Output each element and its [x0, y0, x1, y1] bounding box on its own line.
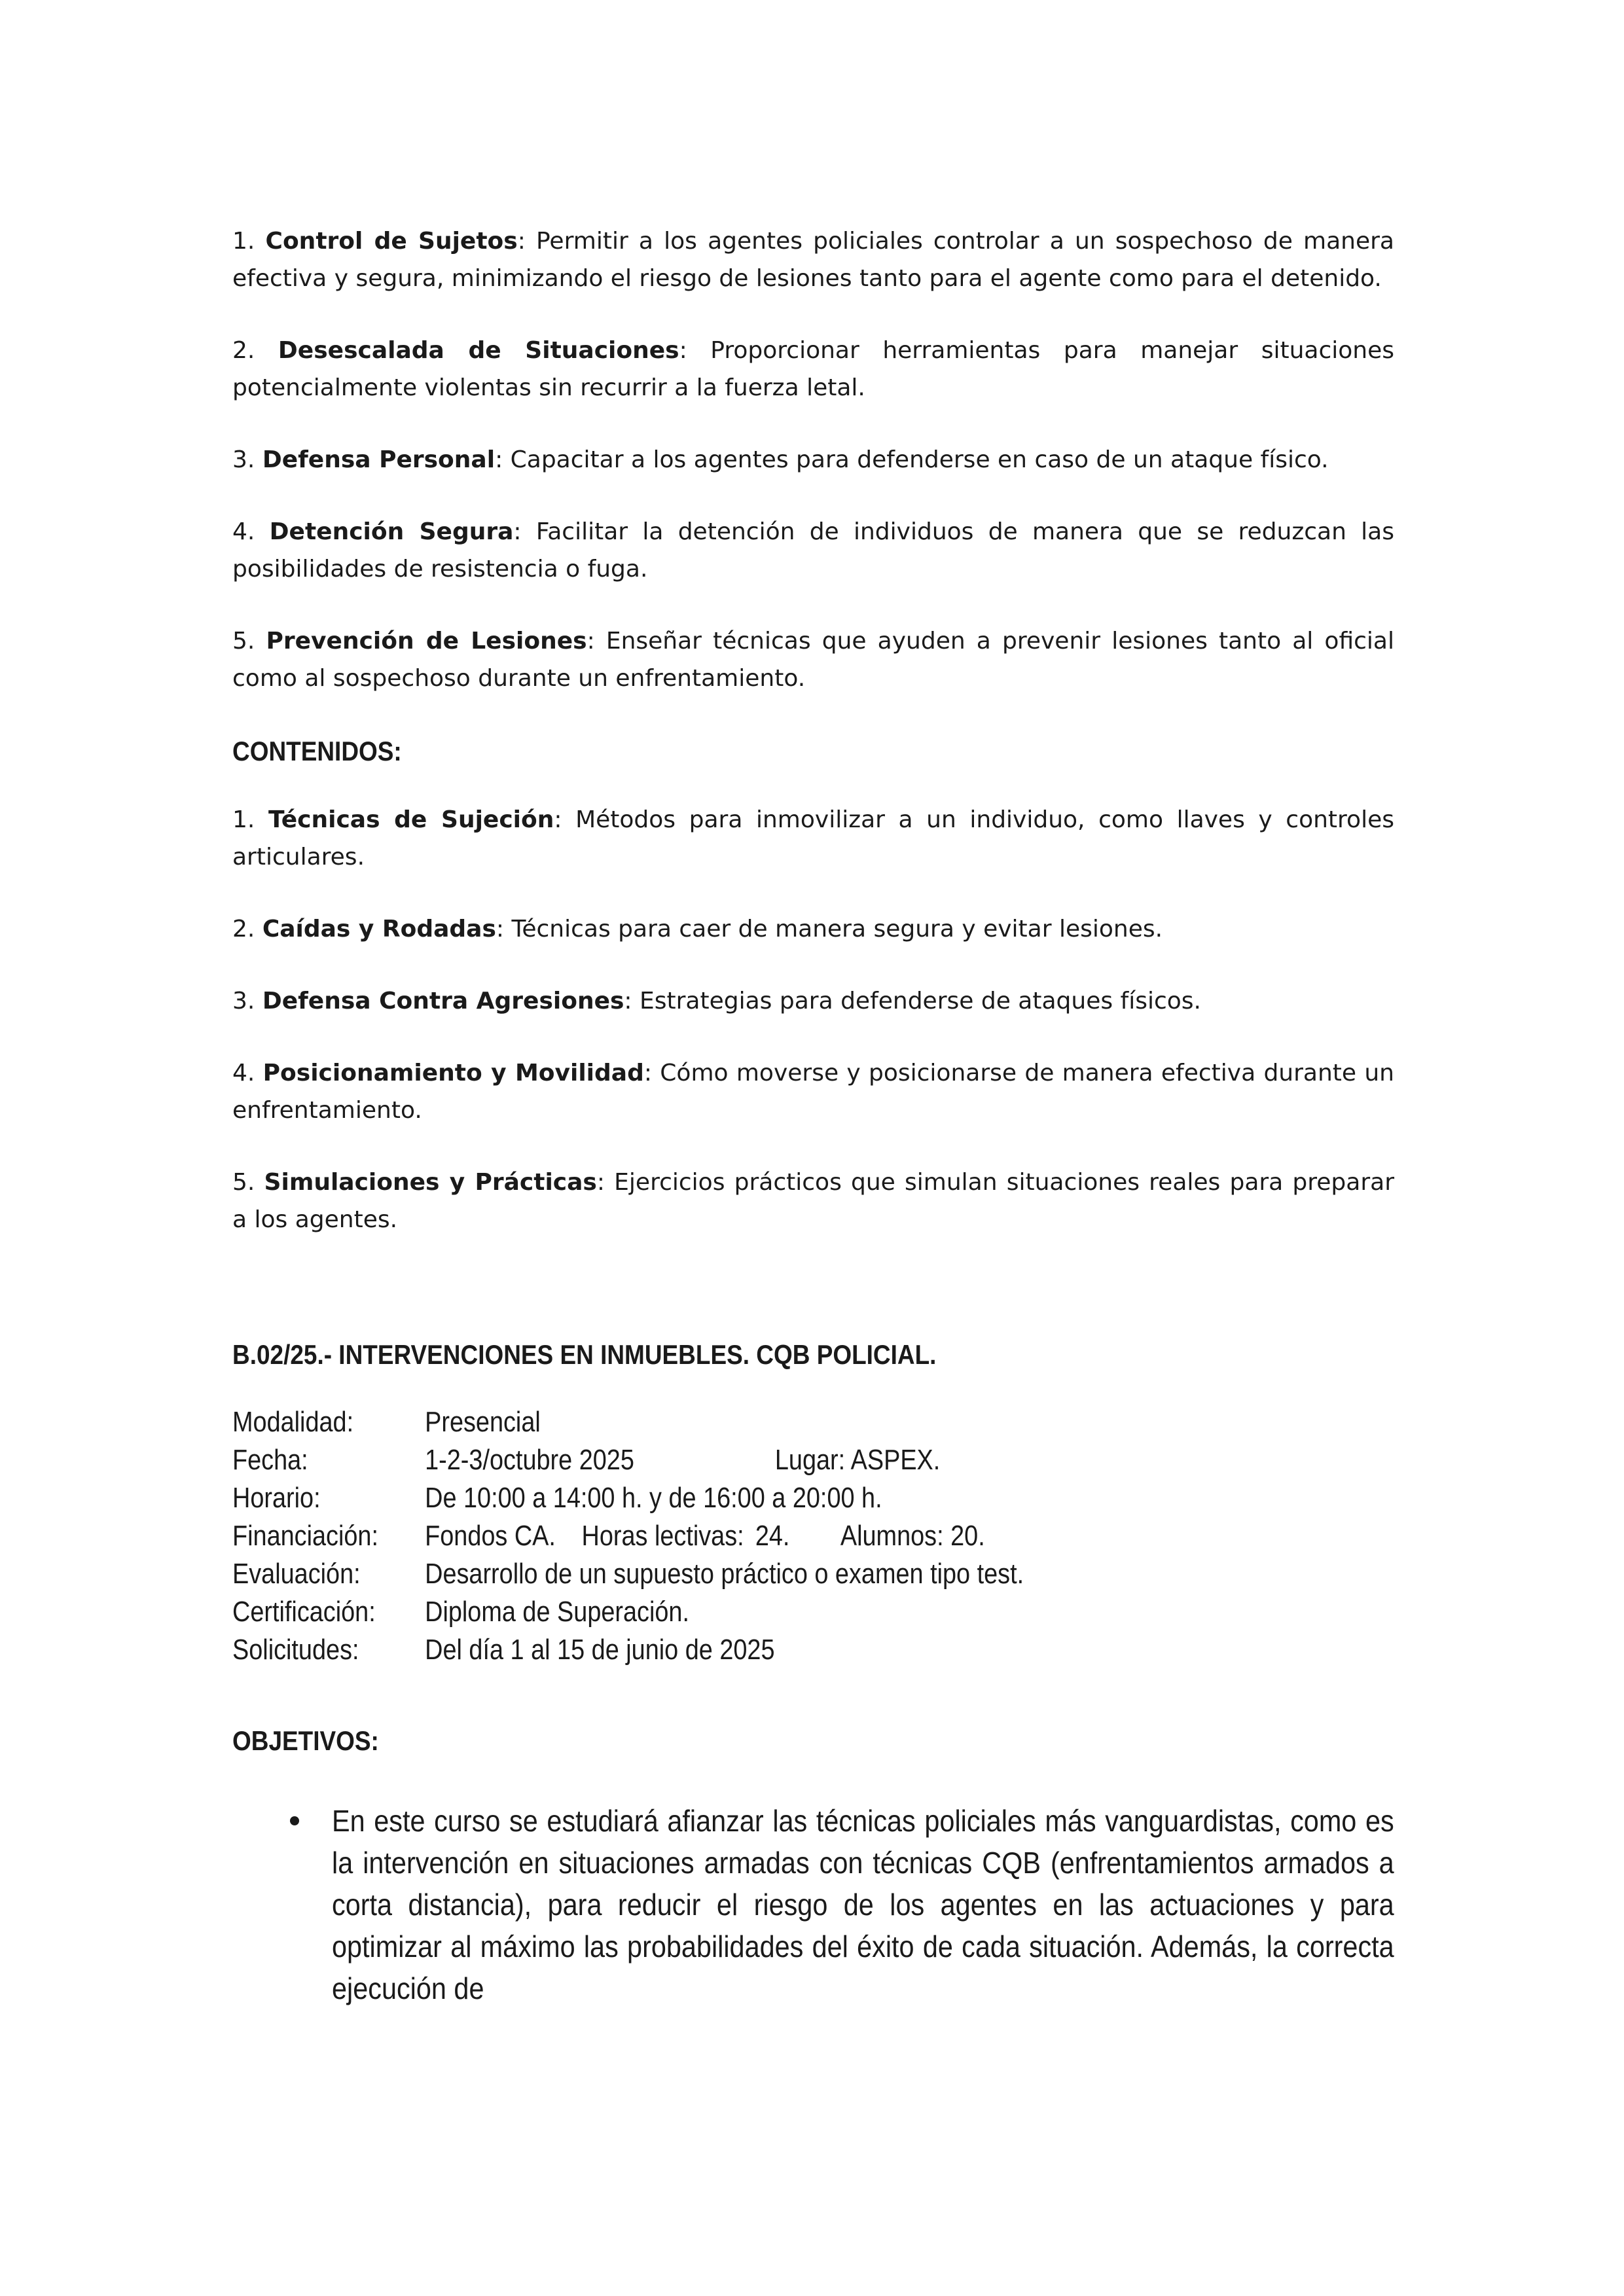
- contenido-item-3: [232, 982, 1394, 1020]
- list-item: [232, 1800, 1394, 2009]
- objective-item-4: [232, 513, 1394, 588]
- detail-label: Evaluación:: [232, 1558, 361, 1590]
- course-details: [232, 1403, 1133, 1669]
- detail-value: Fondos CA.: [425, 1520, 556, 1552]
- contenido-item-1: [232, 801, 1394, 876]
- detail-label: Horario:: [232, 1482, 321, 1514]
- item-text: : Cómo moverse y posicionarse de manera efectiva durante un enfrentamiento.: [232, 1060, 1394, 1124]
- detail-row-financiacion: [232, 1517, 1133, 1555]
- detail-row-solicitudes: [232, 1631, 1133, 1669]
- detail-value: Desarrollo de un supuesto práctico o examen tipo test.: [425, 1558, 1024, 1590]
- contenido-item-2: [232, 910, 1394, 948]
- objetivos-heading: OBJETIVOS:: [232, 1725, 379, 1756]
- item-number: 3.: [232, 988, 255, 1014]
- item-title: Detención Segura: [269, 518, 514, 545]
- objetivos-bullet-list: [232, 1800, 1394, 2009]
- item-title: Simulaciones y Prácticas: [264, 1169, 597, 1196]
- detail-alumnos: Alumnos: 20.: [840, 1520, 985, 1552]
- objective-item-5: [232, 622, 1394, 697]
- detail-value: 1-2-3/octubre 2025: [425, 1444, 634, 1476]
- detail-value: Diploma de Superación.: [425, 1596, 689, 1628]
- item-text: : Capacitar a los agentes para defenderse en caso de un ataque físico.: [495, 446, 1329, 473]
- detail-row-evaluacion: [232, 1555, 1133, 1593]
- item-text: : Facilitar la detención de individuos de manera que se reduzcan las posibilidades de resistencia o fuga.: [232, 518, 1395, 583]
- objective-item-1: [232, 223, 1394, 297]
- objective-item-3: [232, 441, 1394, 478]
- item-number: 5.: [232, 1169, 255, 1196]
- detail-label: Fecha:: [232, 1444, 308, 1476]
- item-text: : Ejercicios prácticos que simulan situaciones reales para preparar a los agentes.: [232, 1169, 1394, 1233]
- detail-lugar: Lugar: ASPEX.: [774, 1444, 941, 1476]
- detail-label: Financiación:: [232, 1520, 378, 1552]
- item-number: 3.: [232, 446, 255, 473]
- bullet-icon: [290, 1816, 299, 1825]
- item-number: 1.: [232, 228, 255, 255]
- item-text: : Permitir a los agentes policiales controlar a un sospechoso de manera efectiva y segura, minimizando el riesgo de lesiones tanto para el agente como para el detenido.: [232, 228, 1394, 292]
- detail-row-horario: [232, 1479, 1133, 1517]
- item-title: Caídas y Rodadas: [262, 916, 496, 942]
- detail-row-modalidad: [232, 1403, 1133, 1441]
- detail-row-certificacion: [232, 1593, 1133, 1631]
- item-number: 2.: [232, 337, 255, 364]
- detail-label: Modalidad:: [232, 1406, 354, 1438]
- item-number: 2.: [232, 916, 255, 942]
- contenidos-heading: CONTENIDOS:: [232, 736, 402, 766]
- item-title: Control de Sujetos: [265, 228, 518, 255]
- item-number: 5.: [232, 628, 255, 655]
- document-page: [232, 223, 1394, 2009]
- detail-horas-label: Horas lectivas:: [581, 1520, 744, 1552]
- detail-value: Presencial: [425, 1406, 541, 1438]
- item-number: 4.: [232, 1060, 255, 1086]
- course-title: B.02/25.- INTERVENCIONES EN INMUEBLES. CQB POLICIAL.: [232, 1339, 937, 1370]
- item-text: : Enseñar técnicas que ayuden a prevenir lesiones tanto al oficial como al sospechoso durante un enfrentamiento.: [232, 628, 1394, 692]
- detail-horas-value: 24.: [755, 1520, 790, 1552]
- detail-value: Del día 1 al 15 de junio de 2025: [425, 1634, 775, 1666]
- item-title: Desescalada de Situaciones: [278, 337, 679, 364]
- objective-item-2: [232, 332, 1394, 406]
- detail-row-fecha: [232, 1441, 1133, 1479]
- item-text: : Técnicas para caer de manera segura y evitar lesiones.: [496, 916, 1163, 942]
- bullet-text: En este curso se estudiará afianzar las técnicas policiales más vanguardistas, como es la intervención en situaciones armadas con técnicas CQB (enfrentamientos armados a corta distancia), para reducir el riesgo de los agentes en las actuaciones y para optimizar al máximo las probabilidades del éxito de cada situación. Además, la correcta ejecución de: [332, 1804, 1394, 2005]
- item-text: : Métodos para inmovilizar a un individuo, como llaves y controles articulares.: [232, 806, 1394, 870]
- item-title: Defensa Contra Agresiones: [262, 988, 624, 1014]
- item-title: Prevención de Lesiones: [266, 628, 587, 655]
- contenido-item-5: [232, 1164, 1394, 1238]
- item-title: Técnicas de Sujeción: [268, 806, 554, 833]
- item-title: Defensa Personal: [262, 446, 496, 473]
- item-number: 1.: [232, 806, 255, 833]
- detail-value: De 10:00 a 14:00 h. y de 16:00 a 20:00 h.: [425, 1482, 882, 1514]
- item-text: : Proporcionar herramientas para manejar situaciones potencialmente violentas sin recurrir a la fuerza letal.: [232, 337, 1394, 401]
- item-number: 4.: [232, 518, 255, 545]
- item-text: : Estrategias para defenderse de ataques físicos.: [624, 988, 1201, 1014]
- detail-label: Solicitudes:: [232, 1634, 359, 1666]
- detail-label: Certificación:: [232, 1596, 376, 1628]
- contenido-item-4: [232, 1054, 1394, 1129]
- item-title: Posicionamiento y Movilidad: [262, 1060, 644, 1086]
